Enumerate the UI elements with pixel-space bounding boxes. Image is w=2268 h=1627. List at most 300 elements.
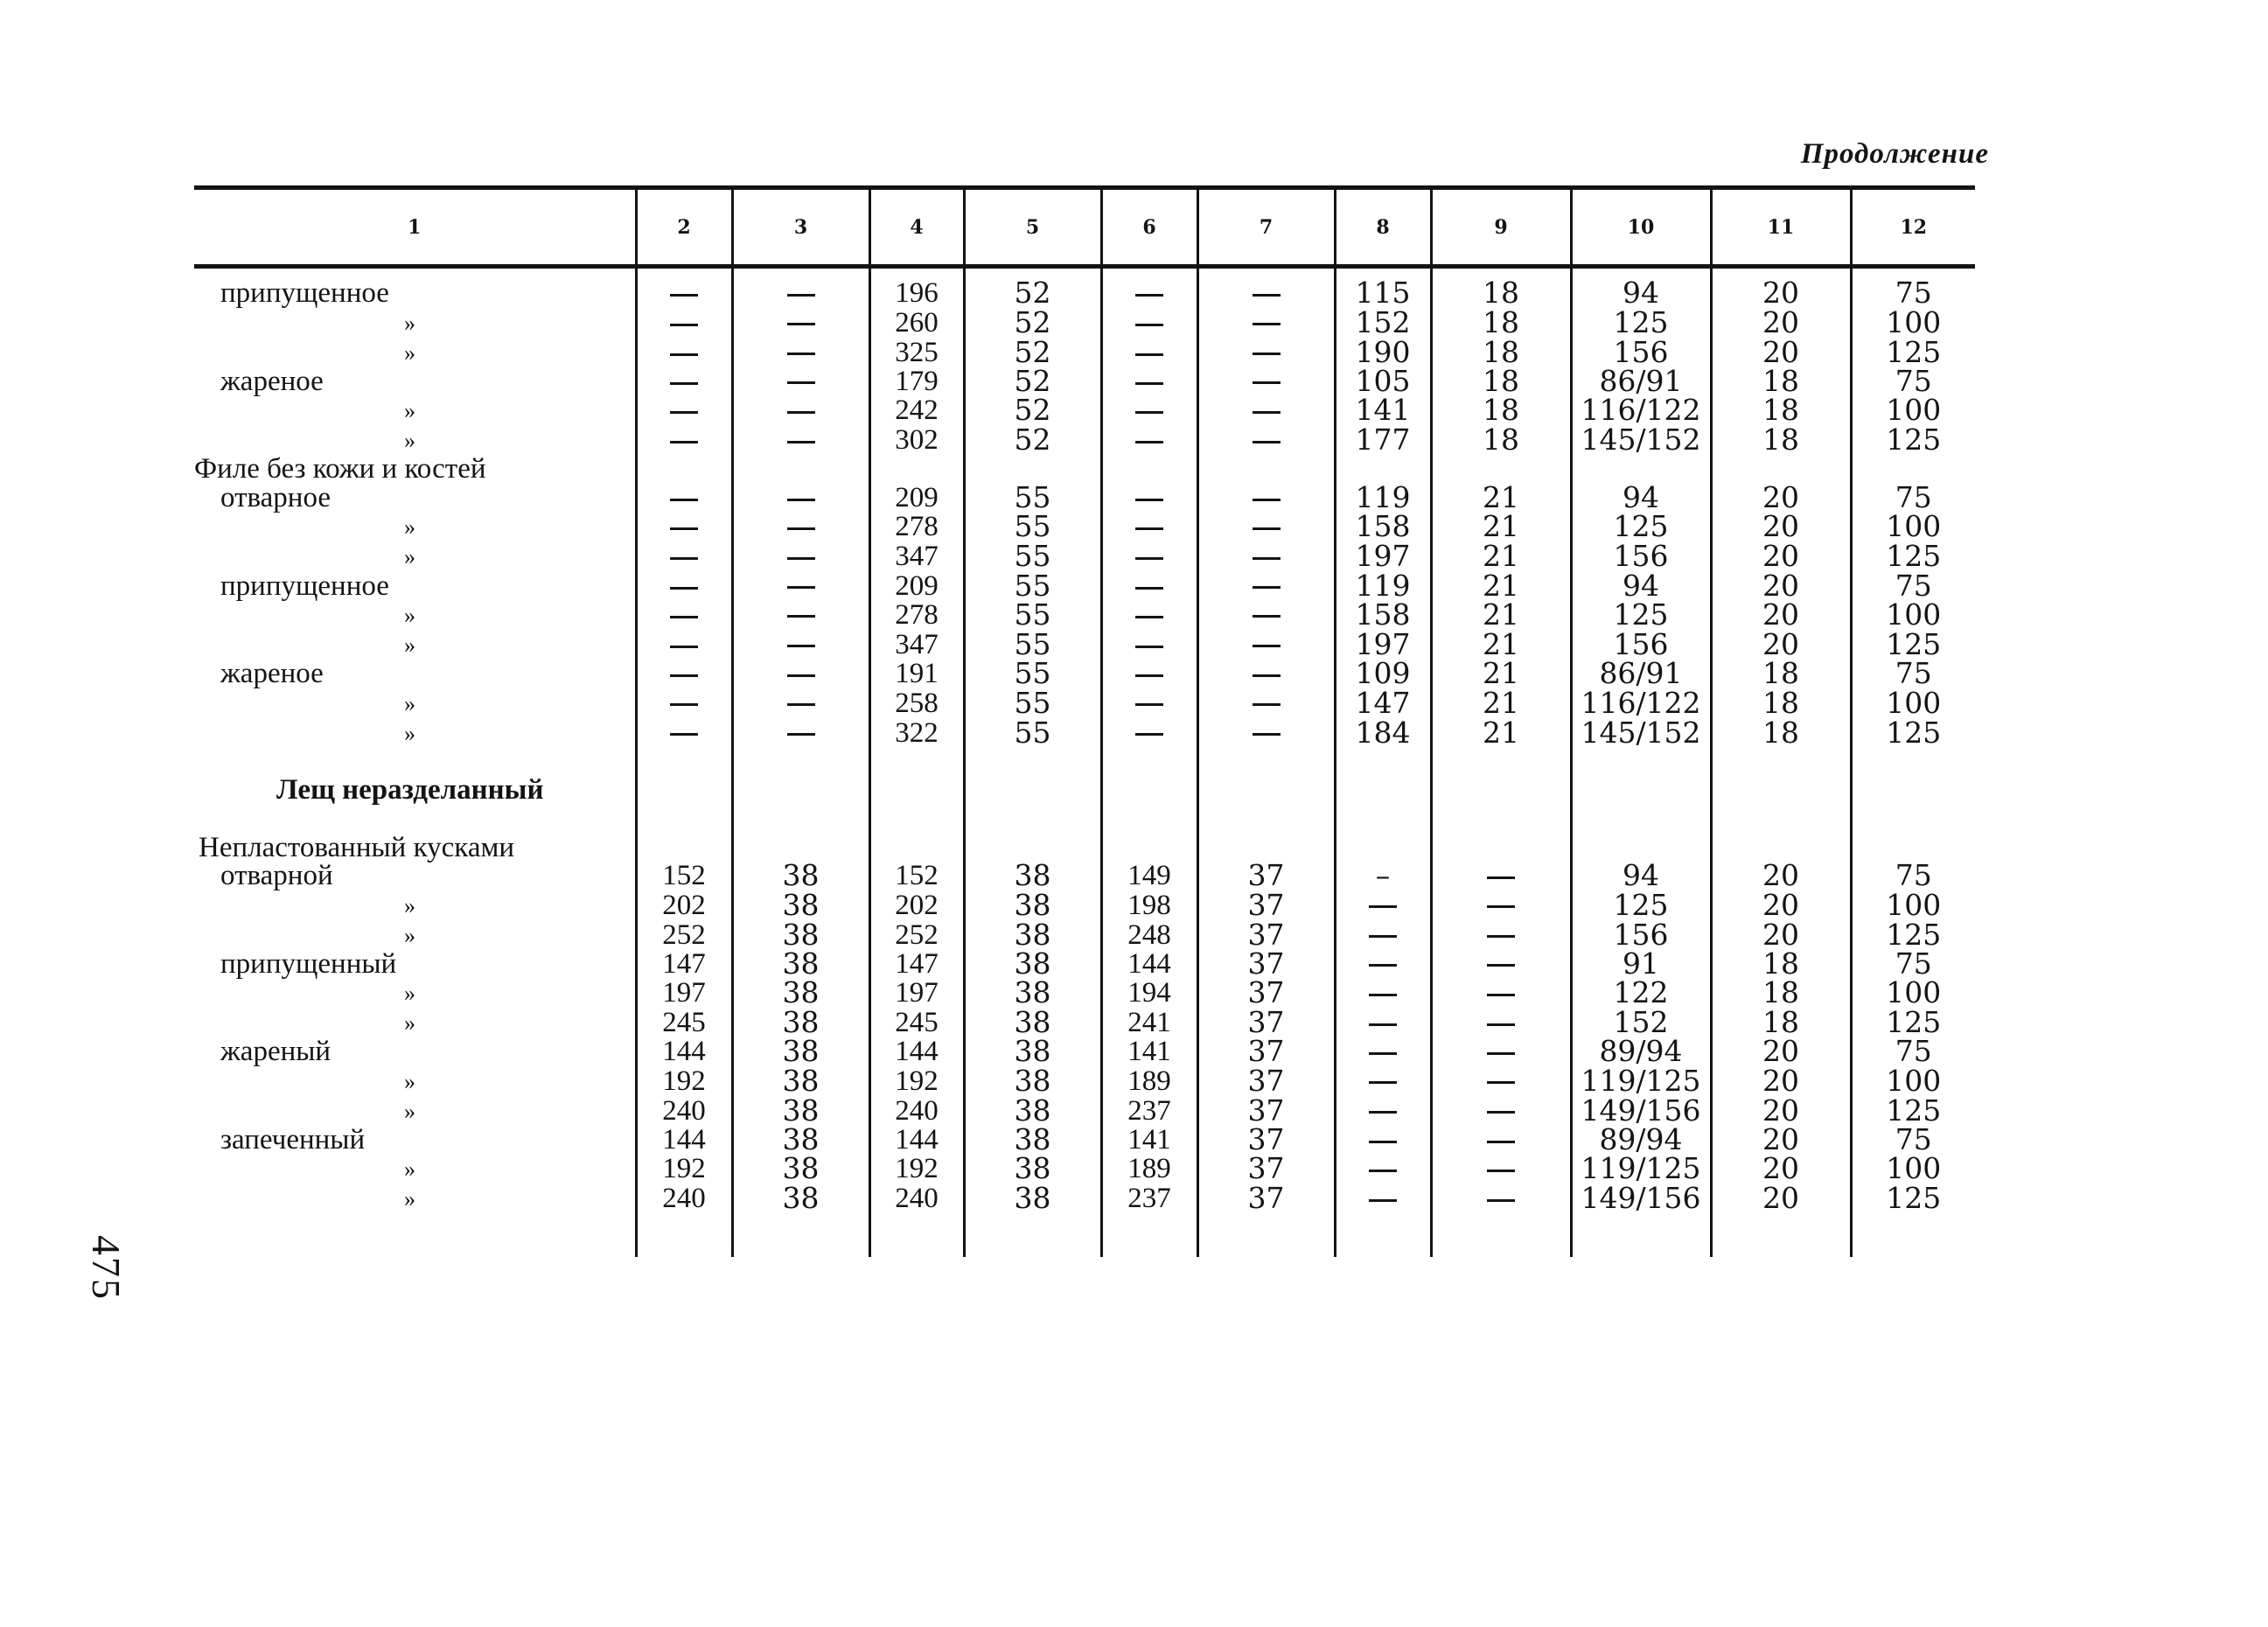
column-header: 7 <box>1197 188 1335 267</box>
dash-mark <box>1253 499 1281 501</box>
value-cell: 21 <box>1431 541 1571 571</box>
value-cell: 100 <box>1851 308 1975 338</box>
row-label-cell <box>194 978 636 1008</box>
ditto-mark: » <box>404 690 415 716</box>
dash-mark <box>787 353 815 355</box>
empty-cell <box>964 833 1101 862</box>
row-label-cell <box>194 308 636 338</box>
table-row <box>194 425 1975 455</box>
dash-cell <box>1335 1008 1431 1037</box>
value-cell: 125 <box>1851 920 1975 950</box>
value-cell: 21 <box>1431 512 1571 541</box>
empty-cell <box>194 1213 636 1257</box>
dash-cell <box>1101 541 1197 571</box>
value-cell: 156 <box>1571 541 1711 571</box>
dash-mark <box>787 527 815 530</box>
empty-cell <box>869 748 964 777</box>
dash-cell <box>1431 978 1571 1008</box>
value-cell: 55 <box>964 688 1101 718</box>
continuation-label: Продолжение <box>1800 138 1989 170</box>
dash-cell <box>1101 600 1197 630</box>
value-cell: 75 <box>1851 367 1975 396</box>
value-cell: 209 <box>869 484 964 513</box>
value-cell: 55 <box>964 571 1101 600</box>
value-cell: 38 <box>964 1066 1101 1096</box>
dash-cell <box>636 630 732 660</box>
empty-cell <box>636 805 732 834</box>
row-label: припущенное <box>220 569 389 602</box>
table-row <box>194 890 1975 920</box>
value-cell: 38 <box>964 862 1101 890</box>
dash-mark <box>1487 1052 1515 1055</box>
value-cell: 20 <box>1711 512 1851 541</box>
empty-cell <box>869 1213 964 1257</box>
dash-cell <box>636 484 732 513</box>
row-label-cell <box>194 484 636 513</box>
row-label: жареное <box>220 365 324 397</box>
row-label: Непластованный кусками <box>199 831 515 863</box>
empty-cell <box>1101 267 1197 280</box>
dash-mark <box>1253 411 1281 414</box>
row-label: припущенный <box>220 947 397 980</box>
row-label-cell <box>194 947 636 980</box>
dash-mark <box>1135 441 1163 443</box>
dash-mark <box>1253 381 1281 384</box>
row-label-cell <box>194 1184 636 1213</box>
ditto-mark: » <box>404 544 415 570</box>
empty-cell <box>1711 748 1851 777</box>
value-cell: 37 <box>1197 1037 1335 1066</box>
dash-mark <box>1369 1023 1397 1026</box>
column-header: 12 <box>1851 188 1975 267</box>
dash-cell <box>1335 1066 1431 1096</box>
value-cell: 194 <box>1101 978 1197 1008</box>
value-cell: 241 <box>1101 1008 1197 1037</box>
row-label-cell <box>194 688 636 718</box>
value-cell: 86/91 <box>1571 367 1711 396</box>
dash-mark <box>670 353 698 356</box>
dash-mark <box>1369 1170 1397 1172</box>
value-cell: 240 <box>636 1096 732 1126</box>
empty-cell <box>964 748 1101 777</box>
empty-cell <box>636 776 732 805</box>
column-header: 6 <box>1101 188 1197 267</box>
value-cell: 20 <box>1711 1037 1851 1066</box>
value-cell: 20 <box>1711 920 1851 950</box>
table-row <box>194 718 1975 748</box>
row-label-cell <box>194 776 636 805</box>
empty-cell <box>1335 833 1431 862</box>
empty-cell <box>1335 805 1431 834</box>
table-row <box>194 541 1975 571</box>
value-cell: 119 <box>1335 571 1431 600</box>
ditto-mark: » <box>404 1156 415 1183</box>
value-cell: 37 <box>1197 862 1335 890</box>
dash-cell <box>1197 600 1335 630</box>
value-cell: 141 <box>1335 395 1431 425</box>
dash-cell <box>1431 1096 1571 1126</box>
value-cell: 100 <box>1851 512 1975 541</box>
row-label-cell <box>194 1008 636 1037</box>
value-cell: 37 <box>1197 1126 1335 1155</box>
dash-mark <box>1487 905 1515 908</box>
dash-mark <box>1135 703 1163 706</box>
value-cell: 116/122 <box>1571 395 1711 425</box>
value-cell: 156 <box>1571 630 1711 660</box>
dash-cell <box>1101 279 1197 308</box>
group-heading-row <box>194 455 1975 484</box>
table-row <box>194 920 1975 950</box>
empty-cell <box>1851 748 1975 777</box>
row-label-cell <box>194 1037 636 1066</box>
value-cell: 18 <box>1711 425 1851 455</box>
ditto-mark: » <box>404 922 415 948</box>
dash-cell <box>1335 890 1431 920</box>
column-header: 11 <box>1711 188 1851 267</box>
value-cell: 55 <box>964 484 1101 513</box>
value-cell: 179 <box>869 367 964 396</box>
dash-mark <box>1253 323 1281 325</box>
empty-cell <box>1851 805 1975 834</box>
table-row <box>194 338 1975 367</box>
column-header: 3 <box>732 188 869 267</box>
empty-cell <box>1431 1213 1571 1257</box>
dash-cell <box>1197 630 1335 660</box>
empty-cell <box>1851 776 1975 805</box>
dash-mark <box>670 557 698 560</box>
value-cell: 189 <box>1101 1154 1197 1184</box>
dash-cell <box>732 630 869 660</box>
value-cell: 100 <box>1851 1154 1975 1184</box>
table-row <box>194 862 1975 890</box>
value-cell: 20 <box>1711 600 1851 630</box>
value-cell: 75 <box>1851 950 1975 979</box>
dash-mark <box>1253 353 1281 355</box>
dash-cell <box>1101 484 1197 513</box>
dash-mark <box>1135 382 1163 385</box>
dash-mark <box>1253 645 1281 647</box>
empty-cell <box>732 267 869 280</box>
dash-cell <box>1431 862 1571 890</box>
dash-mark <box>1253 441 1281 443</box>
column-header: 10 <box>1571 188 1711 267</box>
dash-cell <box>1335 920 1431 950</box>
dash-mark <box>1135 733 1163 736</box>
empty-cell <box>1101 1213 1197 1257</box>
empty-cell <box>1711 776 1851 805</box>
empty-cell <box>732 1213 869 1257</box>
empty-cell <box>1197 455 1335 484</box>
value-cell: 37 <box>1197 1008 1335 1037</box>
dash-mark <box>670 441 698 443</box>
value-cell: 38 <box>732 890 869 920</box>
dash-mark <box>1369 964 1397 967</box>
dash-cell <box>1197 338 1335 367</box>
value-cell: 100 <box>1851 600 1975 630</box>
value-cell: 18 <box>1431 425 1571 455</box>
dash-cell <box>636 718 732 748</box>
ditto-mark: » <box>404 398 415 424</box>
empty-cell <box>1101 455 1197 484</box>
value-cell: 21 <box>1431 484 1571 513</box>
value-cell: 202 <box>636 890 732 920</box>
value-cell: 37 <box>1197 1066 1335 1096</box>
value-cell: 38 <box>732 978 869 1008</box>
value-cell: 18 <box>1431 279 1571 308</box>
dash-cell <box>1101 395 1197 425</box>
value-cell: 38 <box>732 1037 869 1066</box>
empty-cell <box>636 455 732 484</box>
table-row <box>194 512 1975 541</box>
dash-cell <box>732 425 869 455</box>
value-cell: 55 <box>964 660 1101 688</box>
value-cell: 144 <box>1101 950 1197 979</box>
dash-cell <box>1101 630 1197 660</box>
dash-cell <box>1197 541 1335 571</box>
dash-cell <box>1197 425 1335 455</box>
row-label-cell <box>194 455 636 484</box>
value-cell: 52 <box>964 308 1101 338</box>
dash-mark <box>1253 703 1281 706</box>
dash-cell <box>1431 1037 1571 1066</box>
dash-cell <box>1431 950 1571 979</box>
table-row <box>194 1154 1975 1184</box>
value-cell: 158 <box>1335 600 1431 630</box>
value-cell: 18 <box>1431 338 1571 367</box>
value-cell: 38 <box>964 1008 1101 1037</box>
dash-cell <box>1197 512 1335 541</box>
row-label-cell <box>194 1096 636 1126</box>
value-cell: 141 <box>1101 1037 1197 1066</box>
dash-mark <box>1487 1023 1515 1026</box>
table-row <box>194 1126 1975 1155</box>
dash-mark <box>1253 294 1281 297</box>
empty-cell <box>1431 748 1571 777</box>
dash-mark <box>1369 1052 1397 1055</box>
value-cell: 278 <box>869 600 964 630</box>
value-cell: 278 <box>869 512 964 541</box>
dash-cell <box>1101 338 1197 367</box>
empty-cell <box>1851 455 1975 484</box>
dash-cell <box>1335 1096 1431 1126</box>
column-header: 2 <box>636 188 732 267</box>
dash-cell <box>732 718 869 748</box>
value-cell: 21 <box>1431 688 1571 718</box>
empty-cell <box>1335 776 1431 805</box>
value-cell: 141 <box>1101 1126 1197 1155</box>
value-cell: 258 <box>869 688 964 718</box>
value-cell: 197 <box>636 978 732 1008</box>
value-cell: 196 <box>869 279 964 308</box>
value-cell: 18 <box>1711 688 1851 718</box>
dash-mark <box>670 674 698 677</box>
empty-cell <box>1851 1213 1975 1257</box>
value-cell: – <box>1335 862 1431 890</box>
table-row <box>194 1037 1975 1066</box>
empty-cell <box>1571 748 1711 777</box>
value-cell: 75 <box>1851 862 1975 890</box>
dash-cell <box>636 600 732 630</box>
value-cell: 245 <box>636 1008 732 1037</box>
empty-cell <box>1197 1213 1335 1257</box>
dash-mark <box>787 615 815 618</box>
dash-cell <box>1197 660 1335 688</box>
value-cell: 109 <box>1335 660 1431 688</box>
value-cell: 145/152 <box>1571 425 1711 455</box>
dash-mark <box>787 703 815 706</box>
value-cell: 125 <box>1851 425 1975 455</box>
value-cell: 38 <box>732 920 869 950</box>
row-label: Лещ неразделанный <box>276 774 544 807</box>
value-cell: 147 <box>869 950 964 979</box>
value-cell: 125 <box>1851 338 1975 367</box>
dash-cell <box>732 484 869 513</box>
empty-cell <box>1197 776 1335 805</box>
row-label-cell <box>194 367 636 396</box>
value-cell: 144 <box>636 1126 732 1155</box>
empty-cell <box>732 776 869 805</box>
ditto-mark: » <box>404 981 415 1007</box>
value-cell: 75 <box>1851 660 1975 688</box>
value-cell: 20 <box>1711 630 1851 660</box>
value-cell: 192 <box>636 1154 732 1184</box>
dash-mark <box>1135 294 1163 297</box>
dash-cell <box>1101 660 1197 688</box>
dash-cell <box>1431 1184 1571 1213</box>
value-cell: 21 <box>1431 600 1571 630</box>
dash-mark <box>1487 935 1515 938</box>
dash-mark <box>787 674 815 677</box>
dash-mark <box>787 557 815 560</box>
dash-cell <box>732 279 869 308</box>
value-cell: 18 <box>1711 660 1851 688</box>
dash-mark <box>787 586 815 589</box>
table-row <box>194 367 1975 396</box>
ditto-mark: » <box>404 339 415 366</box>
value-cell: 149/156 <box>1571 1096 1711 1126</box>
empty-cell <box>194 748 636 777</box>
empty-cell <box>1711 805 1851 834</box>
dash-mark <box>1369 935 1397 938</box>
value-cell: 152 <box>1335 308 1431 338</box>
value-cell: 21 <box>1431 630 1571 660</box>
row-label-cell <box>194 890 636 920</box>
dash-cell <box>1431 1126 1571 1155</box>
value-cell: 20 <box>1711 862 1851 890</box>
value-cell: 20 <box>1711 1096 1851 1126</box>
row-label: отварной <box>220 860 333 892</box>
value-cell: 100 <box>1851 890 1975 920</box>
value-cell: 156 <box>1571 920 1711 950</box>
value-cell: 252 <box>636 920 732 950</box>
dash-cell <box>732 367 869 396</box>
value-cell: 347 <box>869 630 964 660</box>
value-cell: 94 <box>1571 484 1711 513</box>
value-cell: 252 <box>869 920 964 950</box>
value-cell: 125 <box>1851 630 1975 660</box>
dash-cell <box>636 660 732 688</box>
empty-cell <box>636 833 732 862</box>
value-cell: 100 <box>1851 1066 1975 1096</box>
dash-mark <box>1369 1199 1397 1202</box>
value-cell: 20 <box>1711 484 1851 513</box>
value-cell: 18 <box>1711 950 1851 979</box>
empty-cell <box>869 455 964 484</box>
value-cell: 55 <box>964 541 1101 571</box>
value-cell: 18 <box>1431 367 1571 396</box>
ditto-mark: » <box>404 1098 415 1124</box>
column-header: 8 <box>1335 188 1431 267</box>
dash-cell <box>1431 1066 1571 1096</box>
dash-cell <box>1431 1008 1571 1037</box>
value-cell: 38 <box>964 1154 1101 1184</box>
column-header: 9 <box>1431 188 1571 267</box>
value-cell: 20 <box>1711 338 1851 367</box>
dash-mark <box>670 733 698 736</box>
value-cell: 55 <box>964 512 1101 541</box>
dash-mark <box>1135 674 1163 677</box>
group-heading-row <box>194 833 1975 862</box>
empty-cell <box>1101 833 1197 862</box>
empty-cell <box>1197 748 1335 777</box>
row-label: отварное <box>220 482 331 514</box>
value-cell: 38 <box>732 1066 869 1096</box>
value-cell: 190 <box>1335 338 1431 367</box>
ditto-mark: » <box>404 514 415 541</box>
empty-cell <box>1101 748 1197 777</box>
empty-cell <box>1571 805 1711 834</box>
table-row <box>194 600 1975 630</box>
ditto-mark: » <box>404 720 415 746</box>
dash-mark <box>1487 1111 1515 1114</box>
table-body <box>194 267 1975 1258</box>
table-row <box>194 1008 1975 1037</box>
empty-cell <box>1711 1213 1851 1257</box>
empty-cell <box>964 776 1101 805</box>
empty-cell <box>964 1213 1101 1257</box>
ditto-mark: » <box>404 602 415 628</box>
dash-mark <box>1135 411 1163 414</box>
dash-mark <box>1135 646 1163 648</box>
dash-mark <box>1135 324 1163 326</box>
ditto-mark: » <box>404 1186 415 1212</box>
value-cell: 52 <box>964 395 1101 425</box>
value-cell: 38 <box>964 920 1101 950</box>
row-label-cell <box>194 338 636 367</box>
dash-mark <box>670 324 698 326</box>
value-cell: 237 <box>1101 1096 1197 1126</box>
value-cell: 197 <box>1335 630 1431 660</box>
value-cell: 37 <box>1197 1096 1335 1126</box>
value-cell: 37 <box>1197 920 1335 950</box>
value-cell: 248 <box>1101 920 1197 950</box>
dash-cell <box>1197 279 1335 308</box>
value-cell: 149/156 <box>1571 1184 1711 1213</box>
value-cell: 20 <box>1711 1184 1851 1213</box>
spacer-row <box>194 1213 1975 1257</box>
dash-cell <box>732 512 869 541</box>
ditto-mark: » <box>404 892 415 918</box>
value-cell: 177 <box>1335 425 1431 455</box>
value-cell: 125 <box>1851 718 1975 748</box>
dash-mark <box>1487 1170 1515 1172</box>
empty-cell <box>869 833 964 862</box>
ditto-mark: » <box>404 1068 415 1094</box>
table-row <box>194 688 1975 718</box>
value-cell: 115 <box>1335 279 1431 308</box>
value-cell: 245 <box>869 1008 964 1037</box>
value-cell: 52 <box>964 367 1101 396</box>
